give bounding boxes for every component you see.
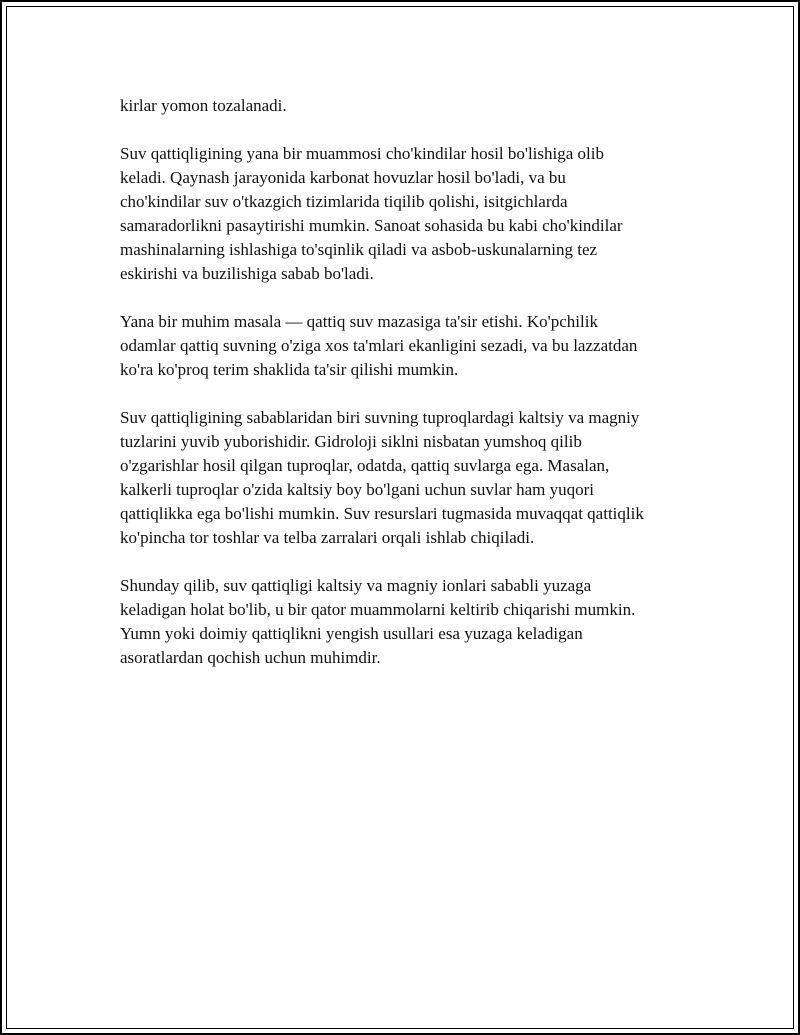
paragraph-2: Suv qattiqligining yana bir muammosi cho'kindilar hosil bo'lishiga olib keladi. Qaynash jarayonida karbonat hovuzlar hosil bo'ladi, va bu cho'kindilar suv o'tkazgich tizimlarida tiqilib qolishi, isitgichlarda samaradorlikni pasaytirishi mumkin. Sanoat sohasida bu kabi cho'kindilar mashinalarning ishlashiga to'sqinlik qiladi va asbob-uskunalarning tez eskirishi va buzilishiga sabab bo'ladi. bbox=[120, 144, 623, 283]
paragraph-3: Yana bir muhim masala — qattiq suv mazasiga ta'sir etishi. Ko'pchilik odamlar qattiq suvning o'ziga xos ta'mlari ekanligini sezadi, va bu lazzatdan ko'ra ko'proq terim shaklida ta'sir qilishi mumkin. bbox=[120, 312, 638, 379]
paragraph-1: kirlar yomon tozalanadi. bbox=[120, 96, 287, 115]
document-body bbox=[120, 94, 700, 694]
paragraph-5: Shunday qilib, suv qattiqligi kaltsiy va magniy ionlari sababli yuzaga keladigan holat bo'lib, u bir qator muammolarni keltirib chiqarishi mumkin. Yumn yoki doimiy qattiqlikni yengish usullari esa yuzaga keladigan asoratlardan qochish uchun muhimdir. bbox=[120, 576, 636, 667]
paragraph-4: Suv qattiqligining sabablaridan biri suvning tuproqlardagi kaltsiy va magniy tuzlarini yuvib yuborishidir. Gidroloji siklni nisbatan yumshoq qilib o'zgarishlar hosil qilgan tuproqlar, odatda, qattiq suvlarga ega. Masalan, kalkerli tuproqlar o'zida kaltsiy boy bo'lgani uchun suvlar ham yuqori qattiqlikka ega bo'lishi mumkin. Suv resurslari tugmasida muvaqqat qattiqlik ko'pincha tor toshlar va telba zarralari orqali ishlab chiqiladi. bbox=[120, 408, 644, 547]
